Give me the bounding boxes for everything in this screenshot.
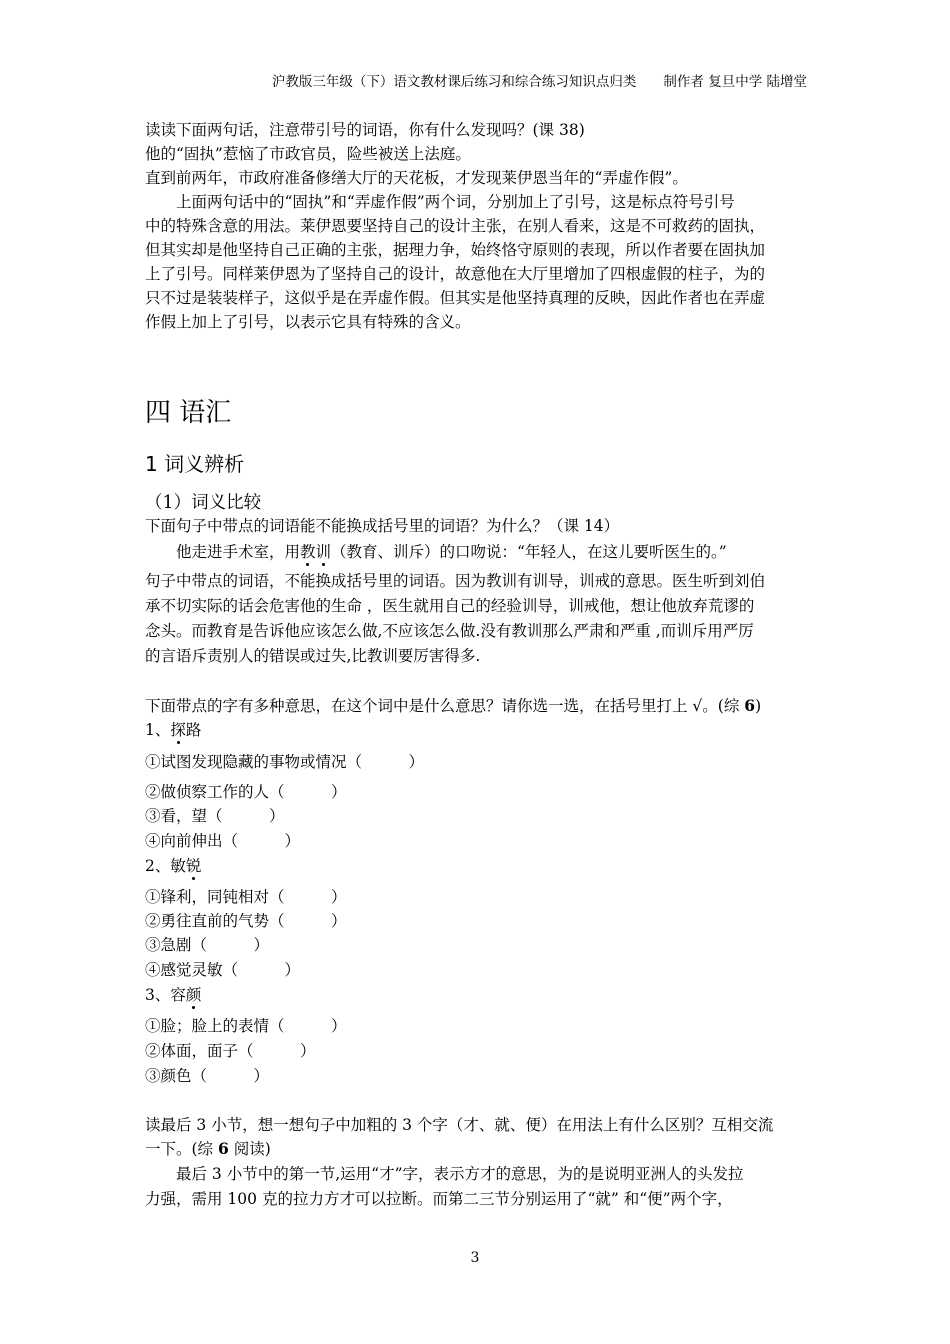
word-number: 3、 (145, 986, 171, 1004)
exercise-3-question: 读最后 3 小节，想一想句子中加粗的 3 个字（才、就、便）在用法上有什么区别？互相交流 (145, 1116, 774, 1134)
question-bold-number: 6 (217, 1139, 229, 1158)
exercise-1-answer-line: 念头。而教育是告诉他应该怎么做,不应该怎么做.没有教训那么严肃和严重 ,而训斥用严厉 (145, 622, 754, 640)
word-number: 1、 (145, 721, 171, 739)
sentence-part: （教育、训斥）的口吻说：“年轻人，在这儿要听医生的。” (331, 543, 727, 561)
word-char: 容 (170, 986, 186, 1004)
word-2 (145, 856, 201, 876)
option: ③急剧（ ） (145, 936, 270, 954)
question-text: 阅读) (228, 1140, 271, 1158)
section-title: 四 语汇 (145, 398, 232, 428)
question-text: 一下。(综 (145, 1140, 218, 1158)
word-number: 2、 (145, 857, 171, 875)
sentence-part: 他走进手术室，用 (176, 543, 301, 561)
question-text: 下面带点的字有多种意思，在这个词中是什么意思？请你选一选，在括号里打上 √。(综 (145, 697, 745, 715)
dotted-char: 训 (315, 543, 332, 561)
option: ③看，望（ ） (145, 807, 285, 825)
word-char: 敏 (170, 857, 186, 875)
option: ①锋利，同钝相对（ ） (145, 888, 347, 906)
dotted-char: 教 (300, 543, 316, 561)
intro-sentence-2: 直到前两年，市政府准备修缮大厅的天花板，才发现莱伊恩当年的“弄虚作假”。 (145, 169, 688, 187)
exercise-3-answer-line: 最后 3 小节中的第一节,运用“才”字，表示方才的意思，为的是说明亚洲人的头发拉 (176, 1165, 744, 1183)
intro-paragraph-line: 只不过是装装样子，这似乎是在弄虚作假。但其实是他坚持真理的反映，因此作者也在弄虚 (145, 289, 766, 307)
option: ②勇往直前的气势（ ） (145, 912, 347, 930)
intro-question: 读读下面两句话，注意带引号的词语，你有什么发现吗？(课 38) (145, 121, 585, 139)
option: ③颜色（ ） (145, 1067, 270, 1085)
exercise-1-question: 下面句子中带点的词语能不能换成括号里的词语？为什么？（课 14） (145, 517, 620, 535)
exercise-1-answer-line: 的言语斥责别人的错误或过失,比教训要厉害得多. (145, 647, 481, 665)
question-bold-number: 6 (744, 696, 756, 715)
word-char: 路 (185, 721, 202, 739)
word-1 (145, 720, 201, 740)
exercise-2-question (145, 696, 761, 716)
intro-paragraph-line: 上面两句话中的“固执”和“弄虚作假”两个词，分别加上了引号，这是标点符号引号 (176, 193, 735, 211)
intro-paragraph-line: 但其实却是他坚持自己正确的主张，据理力争，始终恪守原则的表现，所以作者要在固执加 (145, 241, 766, 259)
option: ④向前伸出（ ） (145, 832, 301, 850)
exercise-1-answer-line: 句子中带点的词语，不能换成括号里的词语。因为教训有训导，训戒的意思。医生听到刘伯 (145, 572, 766, 590)
option: ②体面，面子（ ） (145, 1042, 316, 1060)
intro-paragraph-line: 上了引号。同样莱伊恩为了坚持自己的设计，故意他在大厅里增加了四根虚假的柱子，为的 (145, 265, 766, 283)
page-header: 沪教版三年级（下）语文教材课后练习和综合练习知识点归类 制作者 复旦中学 陆增堂 (271, 74, 807, 90)
option: ④感觉灵敏（ ） (145, 961, 301, 979)
exercise-3-answer-line: 力强，需用 100 克的拉力方才可以拉断。而第二三节分别运用了“就” 和“便”两个字， (145, 1190, 733, 1208)
subsubsection-title: （1）词义比较 (145, 493, 262, 513)
exercise-1-sentence (176, 542, 727, 562)
dotted-char: 锐 (185, 857, 202, 875)
option: ①试图发现隐藏的事物或情况（ ） (145, 753, 425, 771)
exercise-3-question-cont (145, 1139, 271, 1159)
page-number: 3 (470, 1250, 480, 1266)
option: ①脸；脸上的表情（ ） (145, 1017, 347, 1035)
subsection-title: 1 词义辨析 (145, 452, 245, 476)
question-text: ) (755, 697, 762, 715)
word-3 (145, 985, 201, 1005)
dotted-char: 探 (170, 721, 186, 739)
intro-paragraph-line: 中的特殊含意的用法。莱伊恩要坚持自己的设计主张，在别人看来，这是不可救药的固执， (145, 217, 766, 235)
intro-sentence-1: 他的“固执”惹恼了市政官员，险些被送上法庭。 (145, 145, 471, 163)
exercise-1-answer-line: 承不切实际的话会危害他的生命 ，医生就用自己的经验训导，训戒他，想让他放弃荒谬的 (145, 597, 755, 615)
option: ②做侦察工作的人（ ） (145, 783, 347, 801)
dotted-char: 颜 (185, 986, 202, 1004)
intro-paragraph-line: 作假上加上了引号，以表示它具有特殊的含义。 (145, 313, 471, 331)
